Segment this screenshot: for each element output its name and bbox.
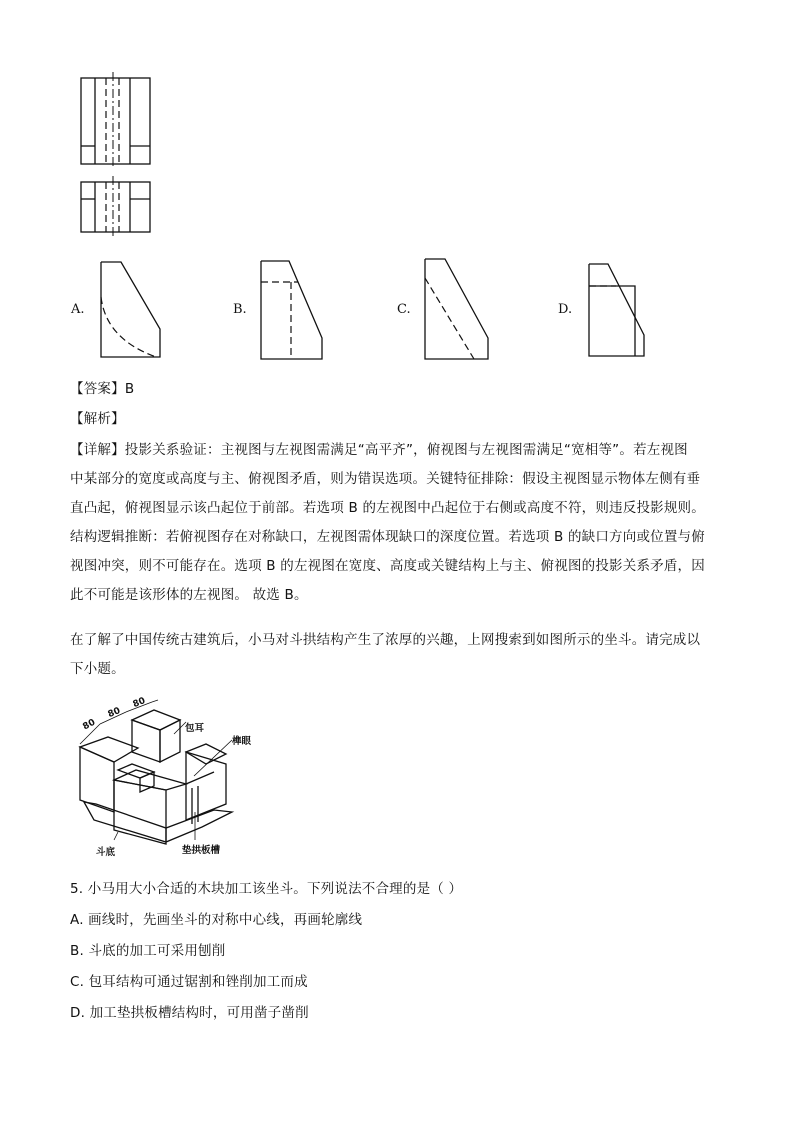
option-c-label: C. — [397, 302, 411, 317]
answer-line — [70, 375, 134, 404]
dianguban-label: 垫拱板槽 — [182, 845, 221, 856]
intro-line: 在了解了中国传统古建筑后，小马对斗拱结构产生了浓厚的兴趣，上网搜索到如图所示的坐斗。请完成以 — [70, 632, 701, 648]
detail-line: 视图冲突，则不可能存在。选项 B 的左视图在宽度、高度或关键结构上与主、俯视图的投影关系矛盾，因 — [70, 558, 705, 574]
dimension-label: 80 — [106, 706, 122, 720]
detail-line: 【详解】投影关系验证：主视图与左视图需满足“高平齐”，俯视图与左视图需满足“宽相等”。若左视图 — [70, 442, 688, 458]
analysis-tag: 【解析】 — [70, 411, 125, 427]
choice-c[interactable]: C. 包耳结构可通过锯割和锉削加工而成 — [70, 974, 308, 990]
answer-value: B — [124, 381, 135, 397]
question-stem: 5. 小马用大小合适的木块加工该坐斗。下列说法不合理的是（ ） — [70, 881, 463, 897]
dimension-label: 80 — [131, 696, 147, 710]
choice-a[interactable]: A. 画线时，先画坐斗的对称中心线，再画轮廓线 — [70, 912, 363, 928]
option-d-drawing — [586, 261, 648, 359]
option-d-label: D. — [558, 302, 573, 317]
detail-line: 中某部分的宽度或高度与主、俯视图矛盾，则为错误选项。关键特征排除：假设主视图显示物体左侧有垂 — [70, 471, 701, 487]
option-a-label: A. — [71, 302, 85, 317]
option-b-drawing — [258, 258, 324, 360]
front-view-drawing — [78, 76, 158, 171]
option-c-drawing — [422, 256, 490, 360]
detail-line: 直凸起，俯视图显示该凸起位于前部。若选项 B 的左视图中凸起位于右侧或高度不符，则违反投影规则。 — [70, 500, 705, 516]
option-a-drawing — [98, 259, 162, 359]
doudi-label: 斗底 — [96, 847, 116, 858]
top-view-drawing — [78, 176, 158, 238]
dimension-label: 80 — [81, 717, 98, 733]
detail-paragraph — [70, 436, 730, 610]
intro-paragraph — [70, 626, 730, 684]
detail-line: 结构逻辑推断：若俯视图存在对称缺口，左视图需体现缺口的深度位置。若选项 B 的缺口方向或位置与俯 — [70, 529, 705, 545]
intro-line: 下小题。 — [70, 661, 125, 677]
choice-b[interactable]: B. 斗底的加工可采用刨削 — [70, 943, 226, 959]
maoyan-label: 榫眼 — [232, 736, 252, 747]
choice-d[interactable]: D. 加工垫拱板槽结构时，可用凿子凿削 — [70, 1005, 309, 1021]
answer-tag: 【答案】 — [70, 381, 125, 397]
option-b-label: B. — [233, 302, 247, 317]
zuodou-figure — [74, 692, 274, 862]
detail-line: 此不可能是该形体的左视图。 故选 B。 — [70, 587, 308, 603]
baoer-label: 包耳 — [185, 723, 205, 734]
